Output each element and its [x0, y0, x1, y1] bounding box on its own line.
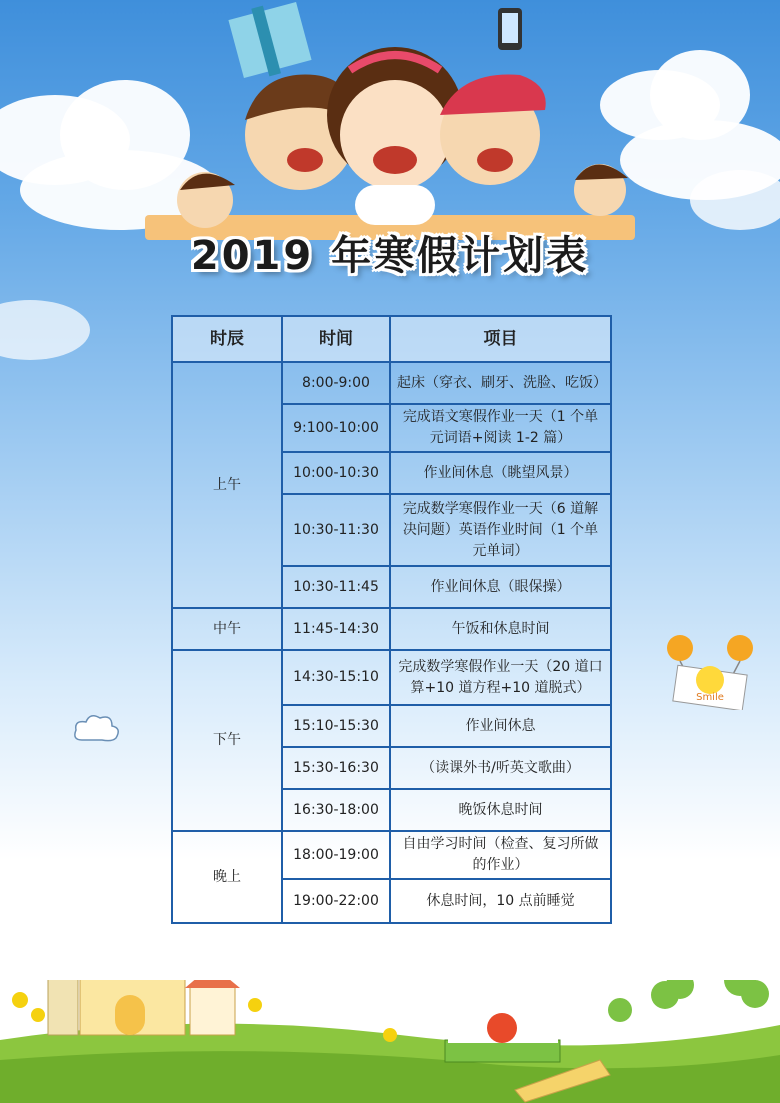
item-cell: 休息时间，10 点前睡觉 [390, 879, 611, 923]
schedule-table [171, 315, 612, 924]
time-cell: 8:00-9:00 [282, 362, 390, 404]
item-cell: 作业间休息（眺望风景） [390, 452, 611, 494]
time-cell: 14:30-15:10 [282, 650, 390, 705]
item-cell: 完成数学寒假作业一天（20 道口算+10 道方程+10 道脱式） [390, 650, 611, 705]
page-title: 2019 年寒假计划表 [190, 233, 590, 279]
item-cell: 作业间休息 [390, 705, 611, 747]
table-row [172, 650, 611, 705]
phone-icon [498, 8, 522, 50]
table-row [172, 362, 611, 404]
item-cell: （读课外书/听英文歌曲） [390, 747, 611, 789]
gift-box-icon [228, 2, 311, 78]
header-item: 项目 [390, 316, 611, 362]
time-cell: 18:00-19:00 [282, 831, 390, 879]
table-row [172, 831, 611, 879]
period-morning: 上午 [172, 362, 282, 608]
time-cell: 15:10-15:30 [282, 705, 390, 747]
table-row [172, 608, 611, 650]
item-cell: 完成语文寒假作业一天（1 个单元词语+阅读 1-2 篇） [390, 404, 611, 452]
cartoon-kids-banner [140, 0, 640, 240]
item-cell: 起床（穿衣、刷牙、洗脸、吃饭） [390, 362, 611, 404]
period-noon: 中午 [172, 608, 282, 650]
item-cell: 晚饭休息时间 [390, 789, 611, 831]
time-cell: 15:30-16:30 [282, 747, 390, 789]
time-cell: 19:00-22:00 [282, 879, 390, 923]
period-afternoon: 下午 [172, 650, 282, 831]
smile-sign-text: Smile [696, 692, 724, 703]
item-cell: 完成数学寒假作业一天（6 道解决问题）英语作业时间（1 个单元单词） [390, 494, 611, 566]
town-ground-illustration [0, 980, 780, 1103]
item-cell: 作业间休息（眼保操） [390, 566, 611, 608]
smile-sign-icon [655, 630, 765, 710]
item-cell: 午饭和休息时间 [390, 608, 611, 650]
time-cell: 11:45-14:30 [282, 608, 390, 650]
period-evening: 晚上 [172, 831, 282, 923]
doodle-cloud-icon [72, 710, 122, 746]
item-cell: 自由学习时间（检查、复习所做的作业） [390, 831, 611, 879]
time-cell: 16:30-18:00 [282, 789, 390, 831]
header-period: 时辰 [172, 316, 282, 362]
time-cell: 10:30-11:45 [282, 566, 390, 608]
table-header-row [172, 316, 611, 362]
header-time: 时间 [282, 316, 390, 362]
time-cell: 10:00-10:30 [282, 452, 390, 494]
time-cell: 10:30-11:30 [282, 494, 390, 566]
time-cell: 9:100-10:00 [282, 404, 390, 452]
